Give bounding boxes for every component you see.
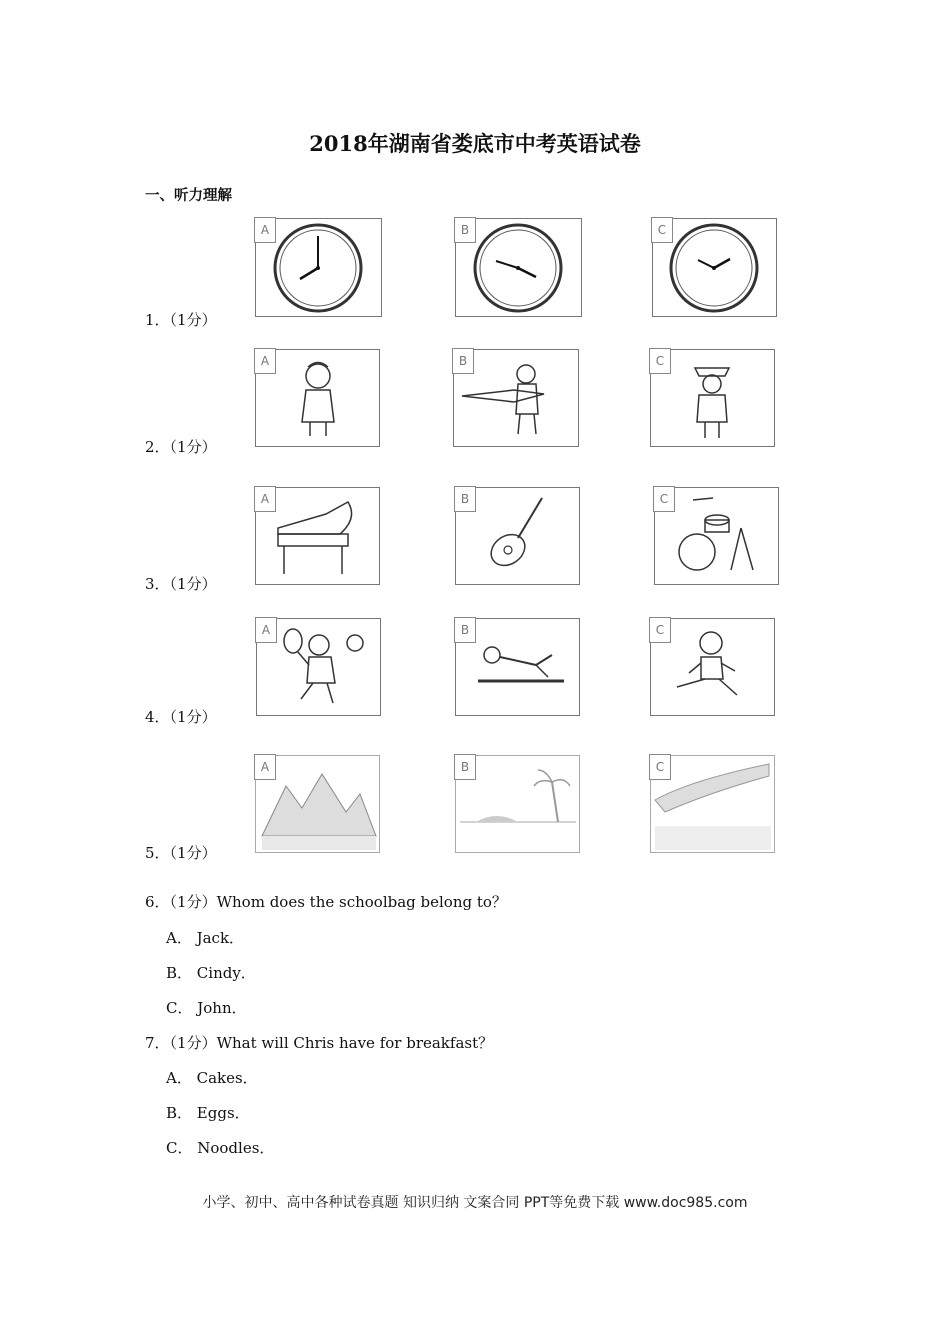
option-letter: A [254, 754, 276, 780]
q1-option-b[interactable] [455, 218, 582, 317]
q2-option-c[interactable] [650, 349, 775, 447]
q6-option-b[interactable]: B． Cindy． [166, 964, 256, 982]
option-letter: C [649, 348, 671, 374]
q1-option-a[interactable] [255, 218, 382, 317]
option-letter: A [254, 217, 276, 243]
q2-option-a[interactable] [255, 349, 380, 447]
q7-option-a[interactable]: A． Cakes． [166, 1069, 258, 1087]
option-letter: C [653, 486, 675, 512]
q6-option-a[interactable]: A． Jack． [166, 929, 245, 947]
option-letter: C [649, 754, 671, 780]
clock-4-icon [456, 219, 581, 316]
running-boy-icon [651, 619, 774, 715]
question-3-label: 3．（1分） [145, 575, 217, 593]
question-1-label: 1．（1分） [145, 311, 217, 329]
question-2-label: 2．（1分） [145, 438, 217, 456]
option-letter: C [651, 217, 673, 243]
q1-option-c[interactable] [652, 218, 777, 317]
q3-option-c[interactable] [654, 487, 779, 585]
tennis-girl-icon [257, 619, 380, 715]
q7-option-b[interactable]: B． Eggs． [166, 1104, 250, 1122]
option-letter: B [454, 617, 476, 643]
island-beach-icon [456, 756, 579, 852]
question-7-stem: 7．（1分）What will Chris have for breakfast？ [145, 1034, 494, 1052]
q7-option-c[interactable]: C． Noodles． [166, 1139, 275, 1157]
mountains-icon [256, 756, 379, 852]
q2-option-b[interactable] [453, 349, 579, 447]
section-heading: 一、听力理解 [145, 188, 232, 204]
q3-option-a[interactable] [255, 487, 380, 585]
option-letter: A [254, 348, 276, 374]
page-title: 2018年湖南省娄底市中考英语试卷 [309, 131, 641, 156]
clock-8-icon [256, 219, 381, 316]
q4-option-c[interactable] [650, 618, 775, 716]
option-letter: C [649, 617, 671, 643]
option-letter: B [452, 348, 474, 374]
option-letter: A [255, 617, 277, 643]
policeman-icon [651, 350, 774, 446]
q5-option-a[interactable] [255, 755, 380, 853]
question-6-stem: 6．（1分）Whom does the schoolbag belong to？ [145, 893, 507, 911]
pilot-plane-icon [454, 350, 578, 446]
question-5-label: 5．（1分） [145, 844, 217, 862]
clock-2-icon [653, 219, 776, 316]
option-letter: B [454, 217, 476, 243]
question-4-label: 4．（1分） [145, 708, 217, 726]
option-letter: B [454, 486, 476, 512]
high-jump-icon [456, 619, 579, 715]
piano-icon [256, 488, 379, 584]
q6-option-c[interactable]: C． John． [166, 999, 247, 1017]
nurse-icon [256, 350, 379, 446]
option-letter: A [254, 486, 276, 512]
option-letter: B [454, 754, 476, 780]
guitar-icon [456, 488, 579, 584]
coast-icon [651, 756, 774, 852]
q4-option-b[interactable] [455, 618, 580, 716]
q5-option-c[interactable] [650, 755, 775, 853]
q4-option-a[interactable] [256, 618, 381, 716]
q3-option-b[interactable] [455, 487, 580, 585]
footer-text: 小学、初中、高中各种试卷真题 知识归纳 文案合同 PPT等免费下载 www.doc985.com [202, 1195, 748, 1211]
q5-option-b[interactable] [455, 755, 580, 853]
drums-icon [655, 488, 778, 584]
